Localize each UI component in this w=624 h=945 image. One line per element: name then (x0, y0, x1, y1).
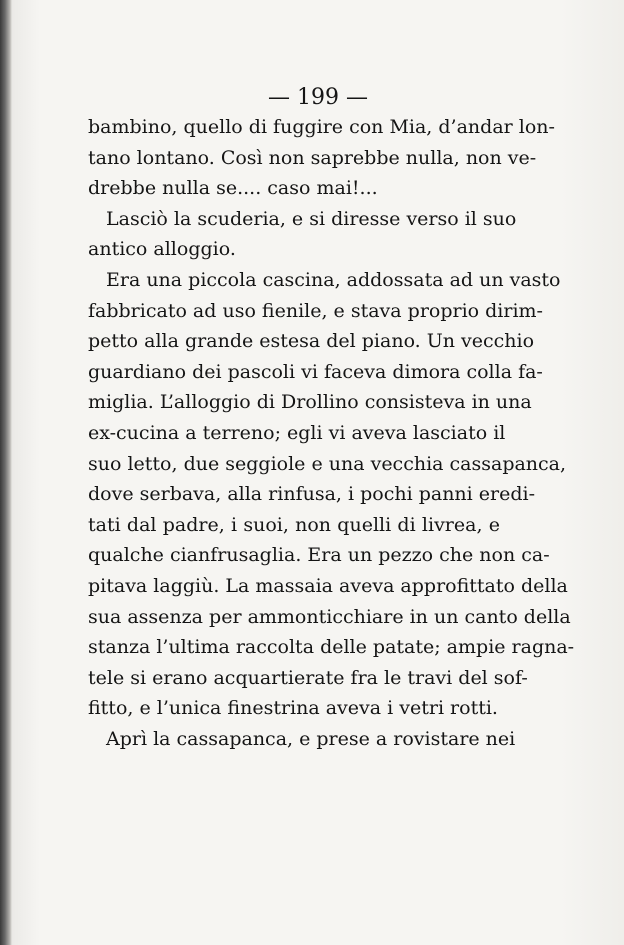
text-line: dove serbava, alla rinfusa, i pochi panni eredi- (88, 483, 536, 506)
page-binding-edge (0, 0, 12, 945)
text-line: fitto, e l’unica finestrina aveva i vetri rotti. (88, 697, 498, 720)
text-line: pitava laggiù. La massaia aveva approfittato della (88, 574, 568, 597)
text-line: antico alloggio. (88, 238, 236, 261)
text-line: ex-cucina a terreno; egli vi aveva lasciato il (88, 421, 506, 444)
text-line: sua assenza per ammonticchiare in un canto della (88, 605, 571, 628)
text-line: Aprì la cassapanca, e prese a rovistare nei (106, 727, 516, 750)
text-line: tati dal padre, i suoi, non quelli di livrea, e (88, 513, 500, 536)
text-line: Era una piccola cascina, addossata ad un vasto (106, 268, 561, 291)
text-line: drebbe nulla se.... caso mai!... (88, 177, 378, 200)
text-line: Lasciò la scuderia, e si diresse verso il suo (106, 207, 517, 230)
text-line: fabbricato ad uso fienile, e stava proprio dirim- (88, 299, 543, 322)
text-line: tele si erano acquartierate fra le travi del sof- (88, 666, 528, 689)
text-line: stanza l’ultima raccolta delle patate; ampie ragna- (88, 636, 575, 659)
text-line: bambino, quello di fuggire con Mia, d’andar lon- (88, 116, 555, 138)
text-line: suo letto, due seggiole e una vecchia cassapanca, (88, 452, 567, 475)
text-line: petto alla grande estesa del piano. Un vecchio (88, 330, 535, 353)
text-line: tano lontano. Così non saprebbe nulla, non ve- (88, 146, 537, 169)
text-line: guardiano dei pascoli vi faceva dimora colla fa- (88, 360, 543, 383)
text-line: miglia. L’alloggio di Drollino consisteva in una (88, 391, 532, 414)
text-line: qualche cianfrusaglia. Era un pezzo che non ca- (88, 544, 550, 567)
body-text (88, 112, 575, 754)
page-number: — 199 — (268, 85, 368, 110)
